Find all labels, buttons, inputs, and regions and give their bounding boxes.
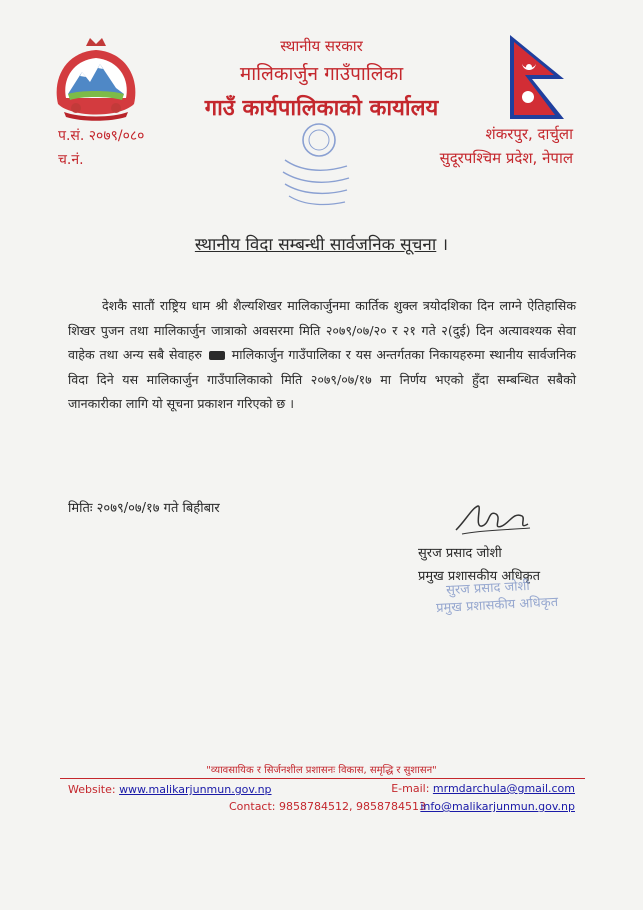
header-office-name: गाउँ कार्यपालिकाको कार्यालय (204, 96, 439, 121)
website-link[interactable]: www.malikarjunmun.gov.np (119, 783, 272, 796)
footer-email-2 (420, 800, 575, 813)
signatory-designation: प्रमुख प्रशासकीय अधिकृत (418, 569, 541, 584)
website-label: Website: (68, 783, 120, 796)
address-line-2: सुदूरपश्चिम प्रदेश, नेपाल (439, 149, 573, 167)
notice-body (68, 294, 576, 417)
address-line-1: शंकरपुर, दार्चुला (485, 125, 573, 143)
footer-divider (60, 778, 585, 779)
reference-number: प.सं. २०७९/०८० (58, 128, 145, 144)
dispatch-number: च.नं. (58, 152, 84, 168)
ink-blot (209, 351, 225, 360)
header-municipality-name: मालिकार्जुन गाउँपालिका (239, 63, 404, 85)
stamp-designation: प्रमुख प्रशासकीय अधिकृत (435, 594, 559, 617)
footer-motto: "व्यावसायिक र सिर्जनशील प्रशासनः विकास, समृद्धि र सुशासन" (206, 765, 437, 776)
signature-icon (452, 500, 534, 540)
notice-body-part1: देशकै सातौं राष्ट्रिय धाम श्री शैल्यशिखर मालिकार्जुनमा कार्तिक शुक्ल त्रयोदशिका दिन लाग्ने ऐतिहासिक शिखर पुजन तथा मालिकार्जुन जात्राको अवसरमा मिति २०७९/०७/२० र २१ गते २(दुई) दिन अत्यावश्यक सेवा वाहेक तथा अन्य सबै सेवाहरु (68, 298, 576, 362)
signatory-name: सुरज प्रसाद जोशी (418, 546, 502, 561)
notice-title-text: स्थानीय विदा सम्बन्धी सार्वजनिक सूचना (194, 235, 437, 255)
email-link-2[interactable]: info@malikarjunmun.gov.np (420, 800, 575, 813)
notice-title-end: । (436, 235, 449, 255)
notice-body-part2: मालिकार्जुन गाउँपालिका र यस अन्तर्गतका निकायहरुमा स्थानीय सार्वजनिक विदा दिने यस मालिकार्जुन गाउँपालिकाको मिति २०७९/०७/१७ मा निर्णय भएको हुँदा सम्बन्धित सबैको जानकारीका लागि यो सूचना प्रकाशन गरिएको छ । (68, 347, 576, 411)
notice-date: मितिः २०७९/०७/१७ गते बिहीबार (68, 501, 220, 516)
email-link-1[interactable]: mrmdarchula@gmail.com (432, 782, 575, 795)
header-local-government: स्थानीय सरकार (280, 37, 363, 55)
municipality-seal-icon (275, 118, 355, 210)
footer-email (391, 782, 575, 795)
footer-website (68, 783, 272, 796)
stamp-name: सुरज प्रसाद जोशी (445, 578, 531, 599)
footer-contact: Contact: 9858784512, 9858784513 (229, 800, 426, 813)
notice-title (0, 232, 643, 255)
email-label: E-mail: (391, 782, 433, 795)
